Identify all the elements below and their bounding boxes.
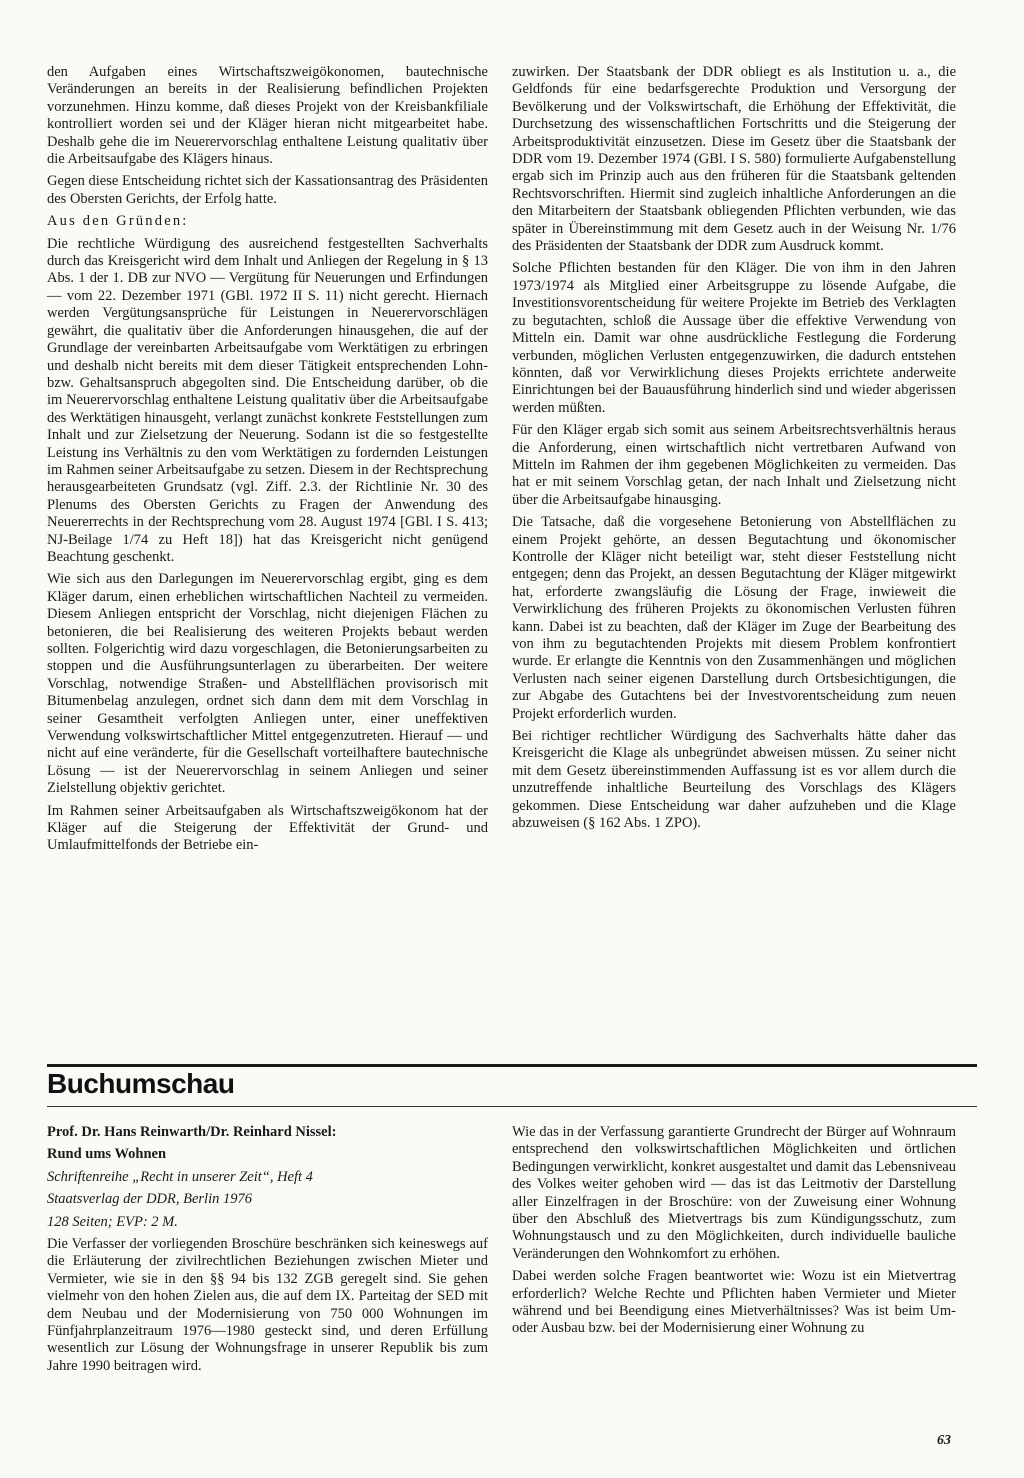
book-details: 128 Seiten; EVP: 2 M.: [47, 1213, 178, 1230]
paragraph: Wie sich aus den Darlegungen im Neuerervorschlag ergibt, ging es dem Kläger darum, einen erheblichen wirtschaftlichen Nachteil zu vermeiden. Diesem Anliegen entspricht der Vorschlag, nicht diejenigen Flächen zu betonieren, die bei Realisierung des weiteren Projekts bebaut werden sollten. Folgerichtig wird dazu vorgeschlagen, die Betonierungsarbeiten zu stoppen und die Ausführungsunterlagen zu überarbeiten. Der weitere Vorschlag, notwendige Straßen- und Abstellflächen provisorisch mit Bitumenbelag anzulegen, ordnet sich dann dem mit dem Vorschlag in seiner Gesamtheit verfolgten Anliegen unter, einer uneffektiven Verwendung volkswirtschaftlicher Mittel entgegenzutreten. Hierauf — und nicht auf eine veränderte, für die Gesellschaft vorteilhaftere bautechnische Lösung — ist der Neuerervorschlag in seinem Anliegen und seiner Zielstellung objektiv gerichtet.: [47, 571, 488, 797]
page-number: 63: [937, 1433, 951, 1448]
book-title: Rund ums Wohnen: [47, 1146, 167, 1163]
paragraph: Im Rahmen seiner Arbeitsaufgaben als Wirtschaftszweigökonom hat der Kläger auf die Steigerung der Effektivität der Grund- und Umlaufmittelfonds der Betriebe ein-: [47, 802, 488, 854]
book-authors: Prof. Dr. Hans Reinwarth/Dr. Reinhard Nissel:: [47, 1124, 337, 1140]
paragraph: den Aufgaben eines Wirtschaftszweigökonomen, bautechnische Veränderungen an bereits in der Realisierung befindlichen Projekten vorzunehmen. Hinzu komme, daß dieses Projekt von der Kreisbankfiliale kontrolliert worden sei und der Kläger hieran nicht mitgearbeitet habe. Deshalb gehe die im Neuerervorschlag enthaltene Leistung qualitativ über die Arbeitsaufgabe des Klägers hinaus.: [47, 64, 488, 168]
column-bottom-right: [512, 1124, 956, 1343]
paragraph: Für den Kläger ergab sich somit aus seinem Arbeitsrechtsverhältnis heraus die Anforderung, einen wirtschaftlich nicht vertretbaren Aufwand von Mitteln im Rahmen der ihm gegebenen Möglichkeiten zu vermeiden. Das hat er mit seinem Vorschlag getan, der nach Inhalt und Zielsetzung nicht über die Arbeitsaufgabe hinausging.: [512, 422, 956, 508]
paragraph: Solche Pflichten bestanden für den Kläger. Die von ihm in den Jahren 1973/1974 als Mitglied einer Arbeitsgruppe zu lösende Aufgabe, die Investitionsvorentscheidung für weitere Projekte im Betrieb des Verklagten zu begutachten, schloß die Aussage über die effektive Verwendung von Mitteln ein. Damit war ohne ausdrückliche Festlegung die Forderung verbunden, möglichen Verlusten entgegenzuwirken, die dadurch entstehen könnten, daß vor Verwirklichung dieses Projekts errichtete anderweite Einrichtungen bei der Bauausführung hinderlich sind und wieder abgerissen werden müßten.: [512, 260, 956, 416]
paragraph: Die rechtliche Würdigung des ausreichend festgestellten Sachverhalts durch das Kreisgericht wird dem Inhalt und Anliegen der Regelung in § 13 Abs. 1 der 1. DB zur NVO — Vergütung für Neuerungen und Erfindungen — vom 22. Dezember 1971 (GBl. 1972 II S. 11) nicht gerecht. Hiernach werden Vergütungsansprüche für Leistungen in Neuerervorschlägen gewährt, die qualitativ über die Anforderungen hinausgehen, die auf der Grundlage der vereinbarten Arbeitsaufgabe vom Werktätigen zu erbringen und deshalb nicht bereits mit dem dieser Tätigkeit entsprechenden Lohn- bzw. Gehaltsanspruch abgegolten sind. Die Entscheidung darüber, ob die im Neuerervorschlag enthaltene Leistung qualitativ über die Arbeitsaufgabe des Werktätigen hinausgeht, verlangt zunächst konkrete Feststellungen zum Inhalt und zur Zielsetzung der Neuerung. Sodann ist die so festgestellte Leistung ins Verhältnis zu den vom Werktätigen zu fordernden Leistungen im Rahmen seiner Arbeitsaufgabe zu setzen. Diesem in der Rechtsprechung herausgearbeiteten Grundsatz (vgl. Ziff. 2.3. der Richtlinie Nr. 30 des Plenums des Obersten Gerichts zu Fragen der Anwendung des Neuererrechts in der Rechtsprechung vom 28. August 1974 [GBl. I S. 413; NJ-Beilage 1/74 zu Heft 18]) hat das Kreisgericht nicht genügend Beachtung geschenkt.: [47, 235, 488, 565]
section-title: Buchumschau: [47, 1068, 235, 1099]
section-subheading: Aus den Gründen:: [47, 213, 189, 230]
book-series: Schriftenreihe „Recht in unserer Zeit“, Heft 4: [47, 1168, 313, 1185]
paragraph: zuwirken. Der Staatsbank der DDR obliegt es als Institution u. a., die Geldfonds für eine bedarfsgerechte Produktion und Versorgung der Bevölkerung und der Volkswirtschaft, die Erhöhung der Effektivität, die Durchsetzung des wissenschaftlichen Fortschritts und die Steigerung der Arbeitsproduktivität einzusetzen. Diese im Gesetz über die Staatsbank der DDR vom 19. Dezember 1974 (GBl. I S. 580) formulierte Aufgabenstellung ergab sich im Prinzip auch aus den früheren für die Staatsbank geltenden Rechtsvorschriften. Hiermit sind zugleich inhaltliche Anforderungen an die den Mitarbeitern der Staatsbank obliegenden Pflichten verbunden, wie das später in Übereinstimmung mit dem Gesetz auch in der Weisung Nr. 1/76 des Präsidenten der Staatsbank der DDR zum Ausdruck kommt.: [512, 64, 956, 255]
column-bottom-left: [47, 1124, 488, 1380]
paragraph: Die Verfasser der vorliegenden Broschüre beschränken sich keineswegs auf die Erläuterung der zivilrechtlichen Beziehungen zwischen Mieter und Vermieter, wie sie in den §§ 94 bis 132 ZGB geregelt sind. Sie gehen vielmehr von den hohen Zielen aus, die auf dem IX. Parteitag der SED mit dem Neubau und der Modernisierung von 750 000 Wohnungen im Fünfjahrplanzeitraum 1976—1980 gesteckt sind, und deren Erfüllung wesentlich zur Lösung der Wohnungsfrage in unserer Republik bis zum Jahre 1990 beitragen wird.: [47, 1236, 488, 1374]
section-divider-bottom: [47, 1106, 977, 1107]
paragraph: Gegen diese Entscheidung richtet sich der Kassationsantrag des Präsidenten des Obersten Gerichts, der Erfolg hatte.: [47, 173, 488, 207]
column-top-left: [47, 64, 488, 860]
paragraph: Wie das in der Verfassung garantierte Grundrecht der Bürger auf Wohnraum entsprechend den volkswirtschaftlichen Möglichkeiten und örtlichen Bedingungen verwirklicht, konkret ausgestaltet und damit das Lebensniveau des Volkes weiter gehoben wird — das ist das Leitmotiv der Darstellung aller Einzelfragen in der Broschüre: von der Zuweisung einer Wohnung über den Abschluß des Mietvertrags bis zum Kündigungsschutz, zum Wohnungstausch und zu den Möglichkeiten, durch individuelle bauliche Veränderungen den Wohnkomfort zu erhöhen.: [512, 1124, 956, 1262]
paragraph: Dabei werden solche Fragen beantwortet wie: Wozu ist ein Mietvertrag erforderlich? Welche Rechte und Pflichten haben Vermieter und Mieter während und bei Beendigung eines Mietverhältnisses? Was ist beim Um- oder Ausbau bzw. bei der Modernisierung einer Wohnung zu: [512, 1268, 956, 1337]
column-top-right: [512, 64, 956, 837]
paragraph: Die Tatsache, daß die vorgesehene Betonierung von Abstellflächen zu einem Projekt gehörte, an dessen Begutachtung und ökonomischer Kontrolle der Kläger nicht beteiligt war, steht dieser Feststellung nicht entgegen; denn das Projekt, an dessen Begutachtung der Kläger mitgewirkt hat, erforderte zwangsläufig die Lösung der Frage, inwieweit die Verwirklichung des früheren Projekts zu ökonomischen Verlusten führen kann. Dabei ist zu beachten, daß der Kläger im Zuge der Bearbeitung des von ihm zu begutachtenden Projekts mit diesem Problem konfrontiert wurde. Er erlangte die Kenntnis von den Zusammenhängen und möglichen Verlusten nach seiner eigenen Darstellung durch Ortsbesichtigungen, die zur Abgabe des Gutachtens bei der Investvorentscheidung zum neuen Projekt erforderlich wurden.: [512, 514, 956, 722]
book-publisher: Staatsverlag der DDR, Berlin 1976: [47, 1191, 252, 1208]
paragraph: Bei richtiger rechtlicher Würdigung des Sachverhalts hätte daher das Kreisgericht die Klage als unbegründet abweisen müssen. Zu seiner nicht mit dem Gesetz übereinstimmenden Auffassung ist es vor allem durch die unzutreffende inhaltliche Beurteilung des Vorschlags des Klägers gekommen. Diese Entscheidung war daher aufzuheben und die Klage abzuweisen (§ 162 Abs. 1 ZPO).: [512, 728, 956, 832]
